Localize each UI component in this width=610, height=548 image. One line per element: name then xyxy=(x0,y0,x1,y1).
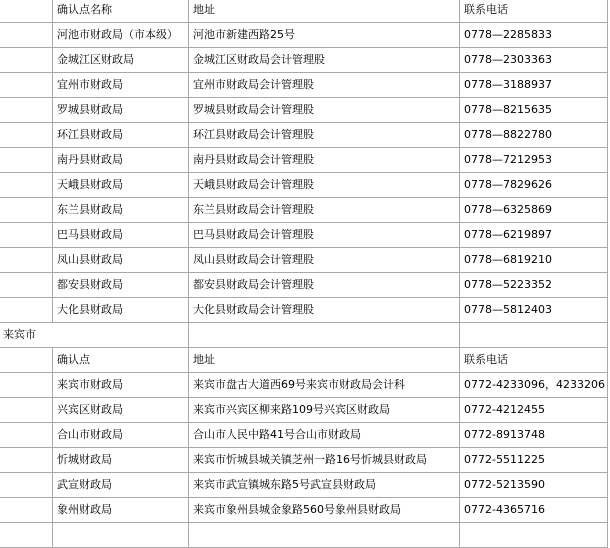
office-address: 巴马县财政局会计管理股 xyxy=(189,223,460,248)
office-name: 宜州市财政局 xyxy=(53,73,189,98)
office-phone: 0778—6325869 xyxy=(460,198,608,223)
office-address: 环江县财政局会计管理股 xyxy=(189,123,460,148)
table-row xyxy=(0,273,608,298)
column-header-address: 地址 xyxy=(189,0,460,23)
table-row xyxy=(0,198,608,223)
office-phone: 0772-8913748 xyxy=(460,423,608,448)
office-phone: 0778—7829626 xyxy=(460,173,608,198)
empty-cell xyxy=(0,173,53,198)
column-header-phone: 联系电话 xyxy=(460,348,608,373)
office-phone: 0778—5812403 xyxy=(460,298,608,323)
office-address: 来宾市盘古大道西69号来宾市财政局会计科 xyxy=(189,373,460,398)
office-name: 武宣财政局 xyxy=(53,473,189,498)
table-row xyxy=(0,448,608,473)
office-name: 巴马县财政局 xyxy=(53,223,189,248)
office-name: 金城江区财政局 xyxy=(53,48,189,73)
table-row xyxy=(0,498,608,523)
empty-cell xyxy=(0,48,53,73)
empty-cell xyxy=(189,523,460,548)
city-name: 来宾市 xyxy=(0,323,189,348)
empty-cell xyxy=(0,448,53,473)
office-address: 都安县财政局会计管理股 xyxy=(189,273,460,298)
table-row xyxy=(0,223,608,248)
empty-cell xyxy=(0,498,53,523)
office-phone: 0778—2303363 xyxy=(460,48,608,73)
office-name: 天峨县财政局 xyxy=(53,173,189,198)
empty-cell xyxy=(189,323,460,348)
office-phone: 0778—5223352 xyxy=(460,273,608,298)
empty-cell xyxy=(0,523,53,548)
table-row xyxy=(0,298,608,323)
office-name: 凤山县财政局 xyxy=(53,248,189,273)
office-name: 大化县财政局 xyxy=(53,298,189,323)
office-name: 环江县财政局 xyxy=(53,123,189,148)
empty-cell xyxy=(0,398,53,423)
office-phone: 0772-4233096，4233206 xyxy=(460,373,608,398)
office-name: 南丹县财政局 xyxy=(53,148,189,173)
table-header-row xyxy=(0,0,608,23)
office-address: 宜州市财政局会计管理股 xyxy=(189,73,460,98)
city-row xyxy=(0,323,608,348)
office-address: 东兰县财政局会计管理股 xyxy=(189,198,460,223)
office-phone: 0778—7212953 xyxy=(460,148,608,173)
office-name: 都安县财政局 xyxy=(53,273,189,298)
office-name: 兴宾区财政局 xyxy=(53,398,189,423)
office-address: 金城江区财政局会计管理股 xyxy=(189,48,460,73)
office-address: 大化县财政局会计管理股 xyxy=(189,298,460,323)
office-address: 来宾市武宣镇城东路5号武宣县财政局 xyxy=(189,473,460,498)
empty-cell xyxy=(0,348,53,373)
empty-cell xyxy=(0,148,53,173)
office-phone: 0772-5511225 xyxy=(460,448,608,473)
office-phone: 0778—8822780 xyxy=(460,123,608,148)
table-row xyxy=(0,98,608,123)
table-row xyxy=(0,23,608,48)
office-name: 东兰县财政局 xyxy=(53,198,189,223)
empty-cell xyxy=(0,273,53,298)
table-row xyxy=(0,423,608,448)
empty-cell xyxy=(53,523,189,548)
office-address: 罗城县财政局会计管理股 xyxy=(189,98,460,123)
empty-cell xyxy=(0,0,53,23)
office-phone: 0778—6819210 xyxy=(460,248,608,273)
empty-cell xyxy=(0,423,53,448)
office-name: 象州财政局 xyxy=(53,498,189,523)
office-phone: 0778—2285833 xyxy=(460,23,608,48)
office-phone: 0778—8215635 xyxy=(460,98,608,123)
empty-cell xyxy=(0,373,53,398)
table-row xyxy=(0,173,608,198)
table-row xyxy=(0,48,608,73)
office-phone: 0772-4212455 xyxy=(460,398,608,423)
table-row xyxy=(0,73,608,98)
office-name: 罗城县财政局 xyxy=(53,98,189,123)
table-row xyxy=(0,523,608,548)
empty-cell xyxy=(460,523,608,548)
table-row xyxy=(0,148,608,173)
table-row xyxy=(0,123,608,148)
office-phone: 0778—6219897 xyxy=(460,223,608,248)
empty-cell xyxy=(0,248,53,273)
table-header-row xyxy=(0,348,608,373)
office-address: 来宾市兴宾区柳来路109号兴宾区财政局 xyxy=(189,398,460,423)
column-header-phone: 联系电话 xyxy=(460,0,608,23)
office-name: 合山市财政局 xyxy=(53,423,189,448)
office-phone: 0778—3188937 xyxy=(460,73,608,98)
office-name: 河池市财政局（市本级） xyxy=(53,23,189,48)
table-row xyxy=(0,248,608,273)
table-row xyxy=(0,473,608,498)
column-header-name: 确认点 xyxy=(53,348,189,373)
office-name: 来宾市财政局 xyxy=(53,373,189,398)
office-address: 天峨县财政局会计管理股 xyxy=(189,173,460,198)
empty-cell xyxy=(460,323,608,348)
empty-cell xyxy=(0,198,53,223)
empty-cell xyxy=(0,473,53,498)
empty-cell xyxy=(0,123,53,148)
office-phone: 0772-4365716 xyxy=(460,498,608,523)
office-address: 来宾市忻城县城关镇芝州一路16号忻城县财政局 xyxy=(189,448,460,473)
column-header-name: 确认点名称 xyxy=(53,0,189,23)
office-address: 来宾市象州县城金象路560号象州县财政局 xyxy=(189,498,460,523)
office-phone: 0772-5213590 xyxy=(460,473,608,498)
empty-cell xyxy=(0,298,53,323)
column-header-address: 地址 xyxy=(189,348,460,373)
empty-cell xyxy=(0,23,53,48)
empty-cell xyxy=(0,73,53,98)
table-row xyxy=(0,398,608,423)
empty-cell xyxy=(0,98,53,123)
office-address: 南丹县财政局会计管理股 xyxy=(189,148,460,173)
office-address: 河池市新建西路25号 xyxy=(189,23,460,48)
office-name: 忻城财政局 xyxy=(53,448,189,473)
office-address: 合山市人民中路41号合山市财政局 xyxy=(189,423,460,448)
office-address: 凤山县财政局会计管理股 xyxy=(189,248,460,273)
empty-cell xyxy=(0,223,53,248)
table-row xyxy=(0,373,608,398)
